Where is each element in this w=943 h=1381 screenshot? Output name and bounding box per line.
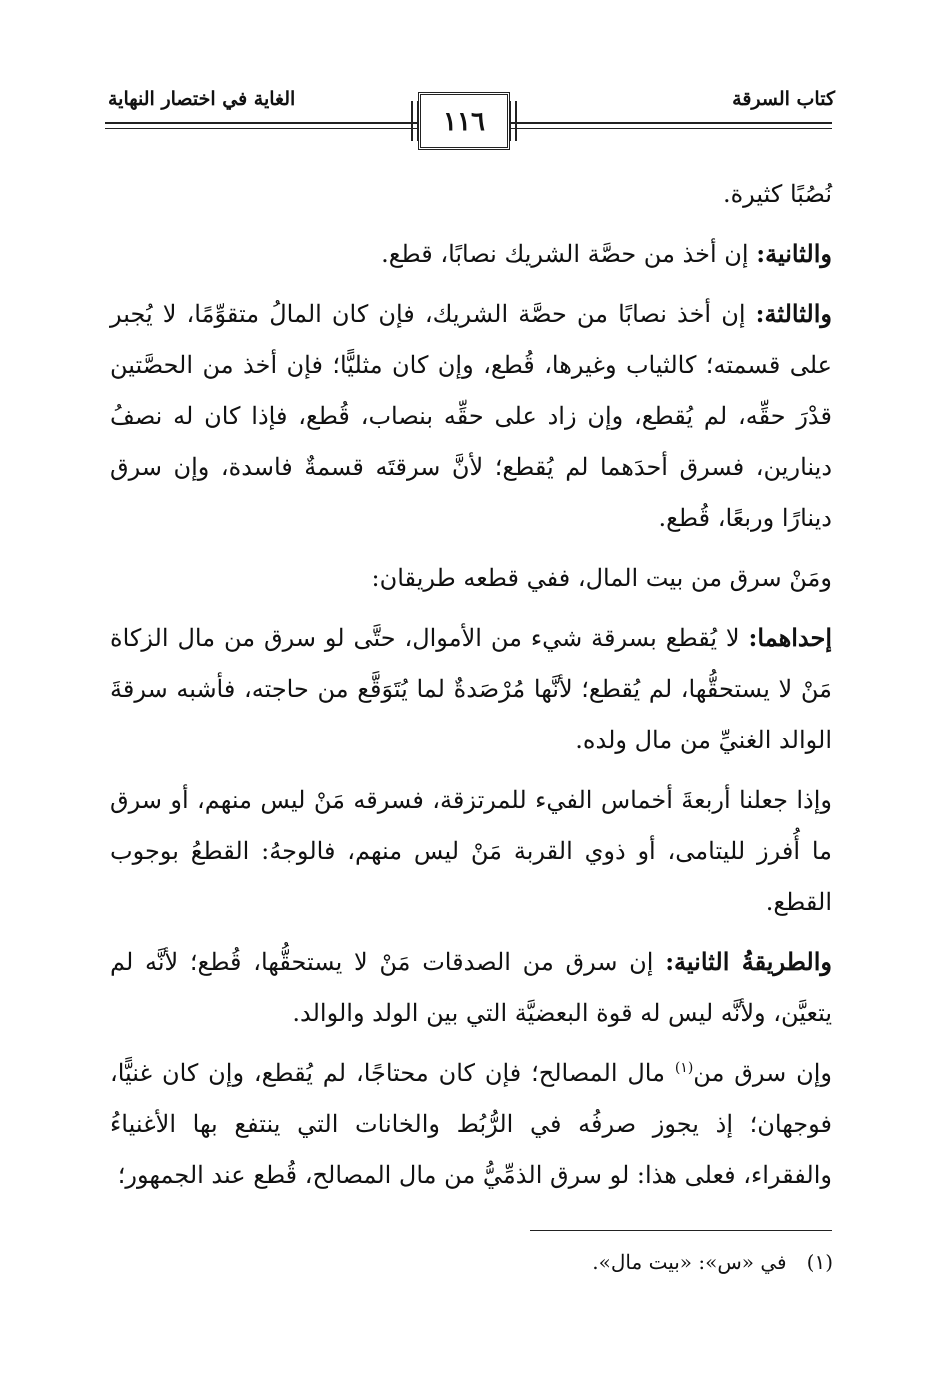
- book-title: الغاية في اختصار النهاية: [108, 88, 296, 110]
- paragraph: [110, 228, 832, 280]
- paragraph-text: ومَنْ سرق من بيت المال، ففي قطعه طريقان:: [371, 564, 832, 592]
- paragraph-text: إن أخذ نصابًا من حصَّة الشريك، فإن كان المالُ متقوِّمًا، لا يُجبر على قسمته؛ كالثياب وغيرها، قُطع، وإن كان مثليًّا؛ فإن أخذ من الحصَّتين قدْرَ حقِّه، لم يُقطع، وإن زاد على حقِّه بنصاب، قُطع، فإذا كان له نصفُ دينارين، فسرق أحدَهما لم يُقطع؛ لأنَّ سرقتَه قسمةٌ فاسدة، وإن سرق دينارًا وربعًا، قُطع.: [110, 300, 832, 532]
- footnote-separator: [530, 1230, 832, 1231]
- paragraph: [110, 168, 832, 220]
- paragraph-label: والطريقةُ الثانية:: [665, 947, 832, 976]
- paragraph-label: إحداهما:: [748, 623, 832, 652]
- paragraph: [110, 1047, 832, 1201]
- paragraph-text: وإن سرق من: [693, 1059, 832, 1087]
- footnote: [592, 1250, 833, 1274]
- main-text: [110, 168, 832, 1209]
- page-number-frame: [418, 92, 510, 150]
- page-number: ١١٦: [443, 107, 485, 137]
- paragraph: [110, 774, 832, 928]
- paragraph-text: نُصُبًا كثيرة.: [722, 180, 832, 208]
- footnote-text: في «س»: «بيت مال».: [592, 1250, 787, 1274]
- paragraph-label: والثانية:: [756, 239, 832, 268]
- paragraph-text: إن سرق من الصدقات مَنْ لا يستحقُّها، قُطع؛ لأنَّه لم يتعيَّن، ولأنَّه ليس له قوة البعضيَّة التي بين الولد والوالد.: [110, 948, 832, 1027]
- paragraph: [110, 612, 832, 766]
- chapter-title: كتاب السرقة: [732, 88, 835, 110]
- footnote-marker[interactable]: (١): [674, 1060, 694, 1076]
- paragraph-text: لا يُقطع بسرقة شيء من الأموال، حتَّى لو سرق من مال الزكاة مَنْ لا يستحقُّها، لم يُقطع؛ لأنَّها مُرْصَدةٌ لما يُتَوَقَّع من حاجته، فأشبه سرقةَ الوالد الغنيِّ من مال ولده.: [110, 624, 832, 754]
- paragraph-text-continued: مال المصالح؛ فإن كان محتاجًا، لم يُقطع، وإن كان غنيًّا، فوجهان؛ إذ يجوز صرفُه في الرُّبُط والخانات التي ينتفع بها الأغنياءُ والفقراء، فعلى هذا: لو سرق الذمِّيُّ من مال المصالح، قُطع عند الجمهور؛: [110, 1059, 832, 1189]
- paragraph: [110, 936, 832, 1039]
- paragraph-label: والثالثة:: [755, 299, 832, 328]
- paragraph: [110, 288, 832, 544]
- paragraph-text: وإذا جعلنا أربعةَ أخماس الفيء للمرتزقة، فسرقه مَنْ ليس منهم، أو سرق ما أُفرز لليتامى، أو ذوي القربة مَنْ ليس منهم، فالوجهُ: القطعُ بوجوب القطع.: [110, 786, 832, 916]
- paragraph: [110, 552, 832, 604]
- footnote-number: (١): [806, 1250, 833, 1274]
- paragraph-text: إن أخذ من حصَّة الشريك نصابًا، قطع.: [381, 240, 757, 268]
